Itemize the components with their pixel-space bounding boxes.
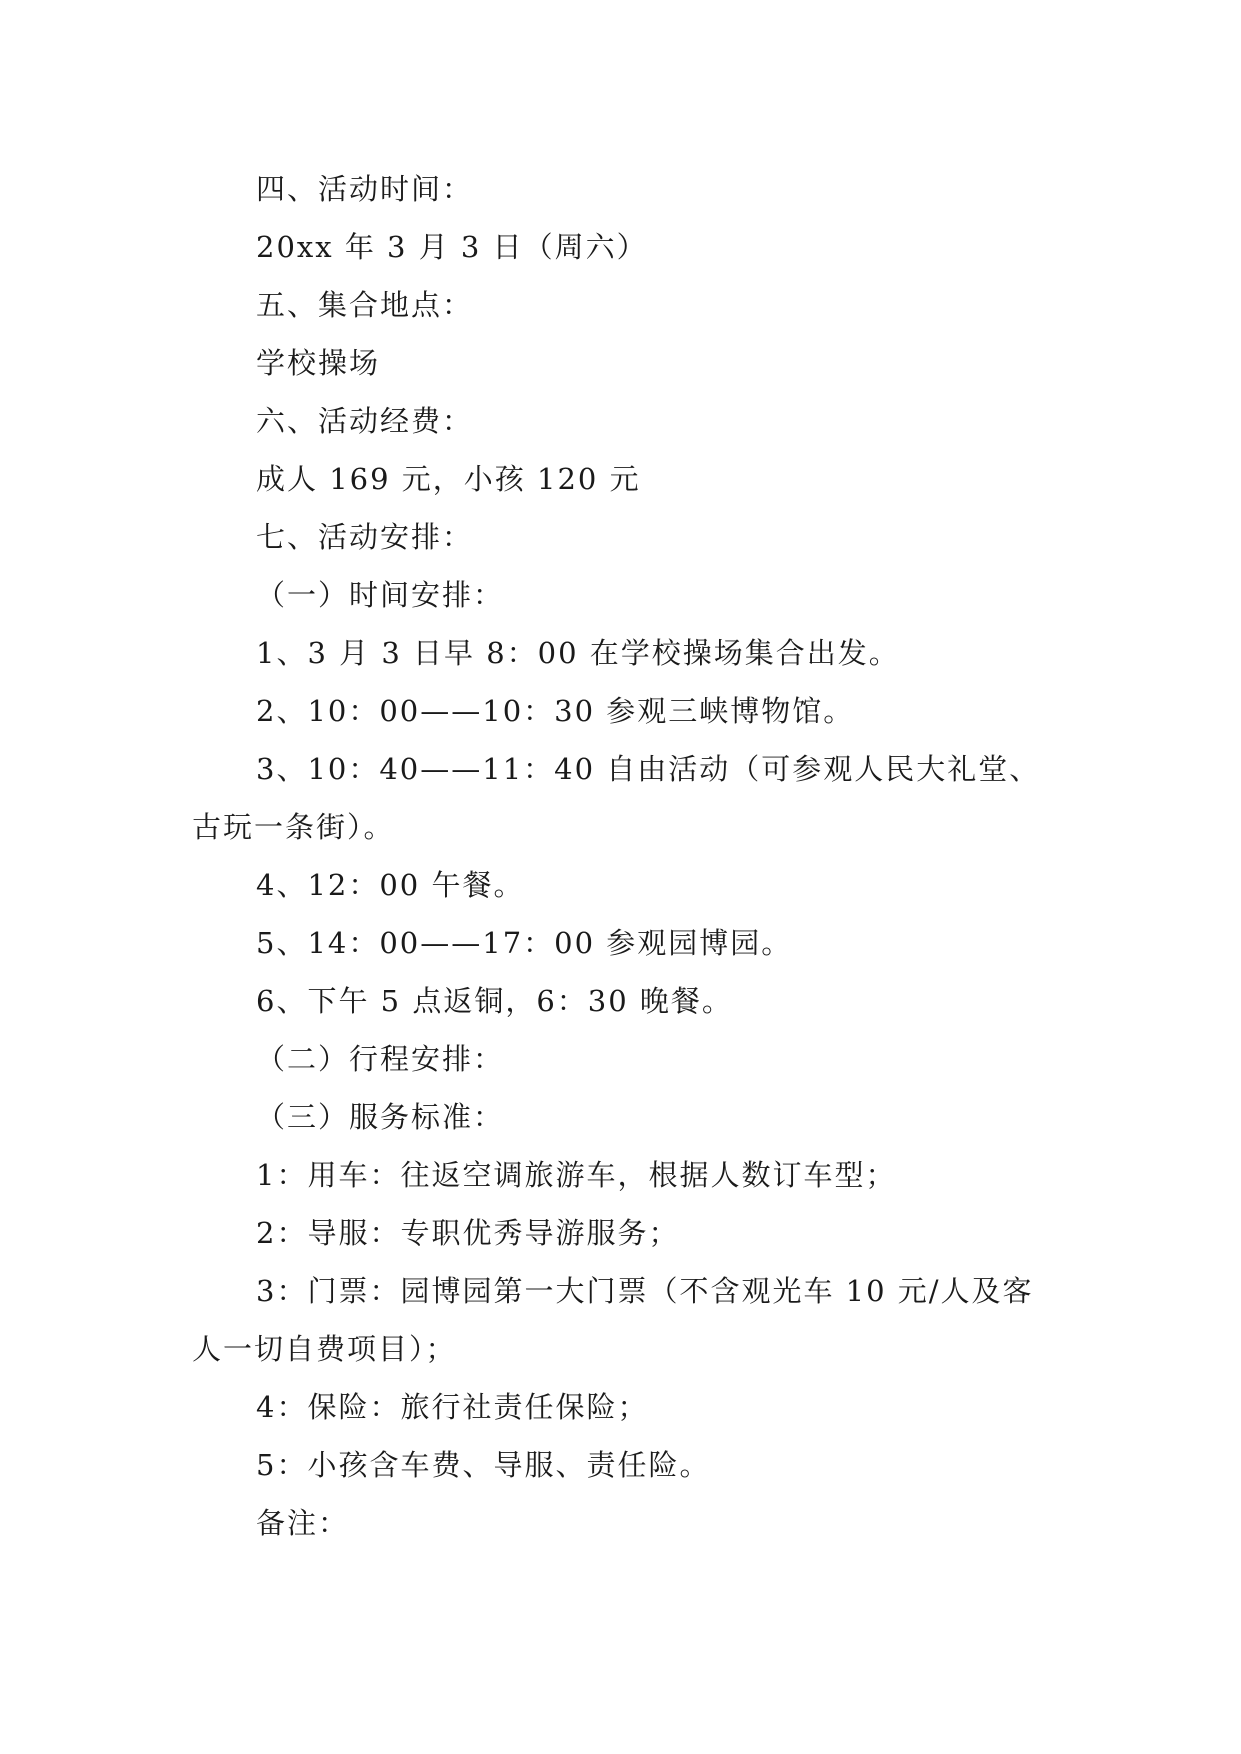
subheading-service-standard: （三）服务标准： xyxy=(256,1100,505,1134)
schedule-item: 1、3 月 3 日早 8：00 在学校操场集合出发。 xyxy=(256,636,900,670)
schedule-item: 5、14：00——17：00 参观园博园。 xyxy=(256,926,793,960)
schedule-item: 6、下午 5 点返铜，6：30 晚餐。 xyxy=(256,984,733,1018)
schedule-item: 3、10：40——11：40 自由活动（可参观人民大礼堂、古玩一条街）。 xyxy=(192,752,1041,844)
service-item: 1：用车：往返空调旅游车，根据人数订车型； xyxy=(256,1158,897,1192)
document-body xyxy=(192,160,1057,1552)
subheading-itinerary: （二）行程安排： xyxy=(256,1042,505,1076)
service-item: 4：保险：旅行社责任保险； xyxy=(256,1390,649,1424)
subheading-schedule: （一）时间安排： xyxy=(256,578,505,612)
section-heading-cost: 六、活动经费： xyxy=(256,404,474,438)
cost-detail: 成人 169 元，小孩 120 元 xyxy=(256,462,641,496)
section-heading-meeting-place: 五、集合地点： xyxy=(256,288,474,322)
service-item: 5：小孩含车费、导服、责任险。 xyxy=(256,1448,711,1482)
meeting-place: 学校操场 xyxy=(256,346,381,380)
section-heading-arrangement: 七、活动安排： xyxy=(256,520,474,554)
schedule-item: 2、10：00——10：30 参观三峡博物馆。 xyxy=(256,694,855,728)
remarks-heading: 备注： xyxy=(256,1506,350,1540)
service-item: 3：门票：园博园第一大门票（不含观光车 10 元/人及客人一切自费项目）； xyxy=(192,1274,1034,1366)
activity-date: 20xx 年 3 月 3 日（周六） xyxy=(256,230,648,264)
schedule-item: 4、12：00 午餐。 xyxy=(256,868,525,902)
service-item: 2：导服：专职优秀导游服务； xyxy=(256,1216,680,1250)
section-heading-time: 四、活动时间： xyxy=(256,172,474,206)
